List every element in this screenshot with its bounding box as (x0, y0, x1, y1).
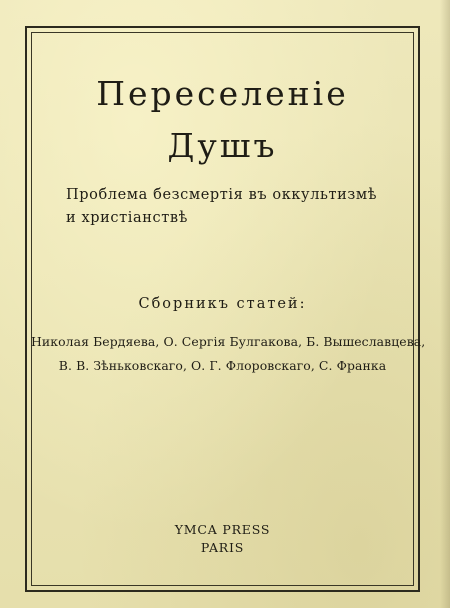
authors-line-2: В. В. Зѣньковскаго, О. Г. Флоровскаго, С. Франка (58, 358, 387, 373)
collection-label: Сборникъ статей: (138, 296, 307, 312)
subtitle-line-1: Проблема безсмертiя въ оккультизмѣ (66, 187, 378, 203)
publisher-city: PARIS (200, 540, 245, 555)
publisher-name: YMCA PRESS (174, 522, 271, 537)
authors-line-1: Николая Бердяева, О. Сергiя Булгакова, Б. Вышеславцева, (31, 334, 426, 349)
cover-edge-shadow (440, 0, 450, 608)
subtitle-line-2: и христiанствѣ (66, 210, 188, 226)
title-line-1: Переселенiе (96, 74, 349, 113)
title-line-2: Душъ (167, 126, 278, 165)
